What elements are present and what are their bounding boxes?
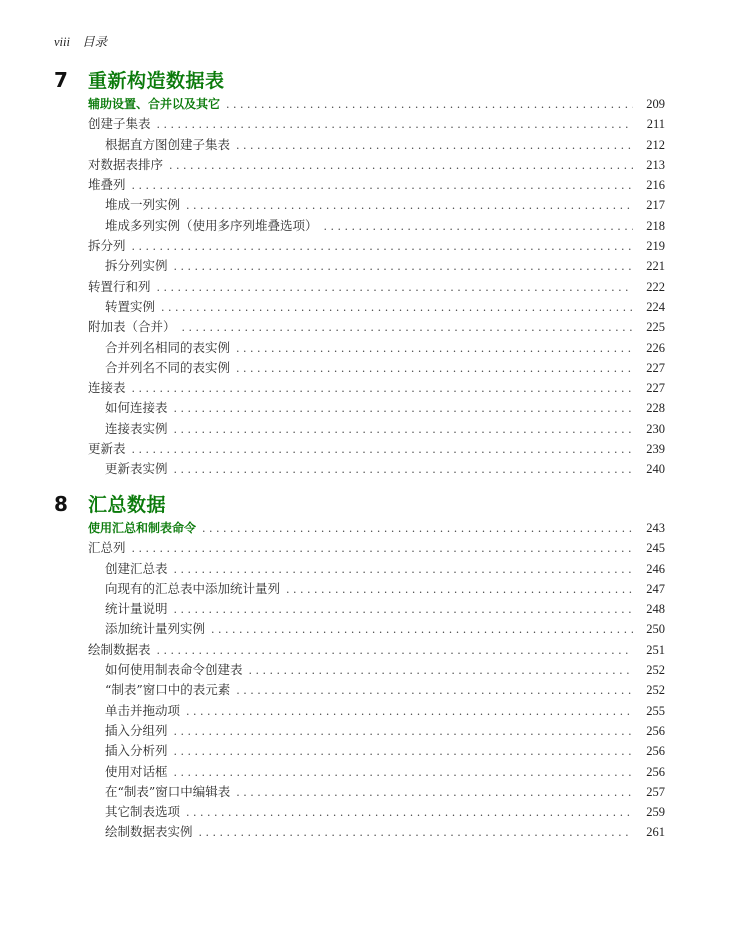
chapter-title[interactable]: 重新构造数据表: [88, 70, 225, 92]
dot-leader: [174, 763, 633, 783]
dot-leader: [161, 298, 633, 318]
running-head-title: 目录: [82, 35, 108, 49]
toc-page-number: 217: [646, 198, 665, 213]
toc-entry-title: “制表”窗口中的表元素: [105, 682, 231, 698]
toc-entry-title: 添加统计量列实例: [105, 621, 206, 637]
toc-subentry[interactable]: [54, 741, 665, 761]
dot-leader: [202, 519, 633, 539]
dot-leader: [236, 681, 633, 701]
toc-page-number: 227: [646, 381, 665, 396]
toc-page-number: 247: [646, 581, 665, 596]
dot-leader: [174, 460, 633, 480]
toc-subentry[interactable]: [54, 822, 665, 842]
toc-entry-title: 绘制数据表: [88, 641, 151, 657]
toc-subentry[interactable]: [54, 256, 665, 276]
toc-entry-title: 创建汇总表: [105, 560, 168, 576]
toc-subentry[interactable]: [54, 297, 665, 317]
dot-leader: [236, 339, 633, 359]
toc-page-number: 256: [646, 764, 665, 779]
toc-entry[interactable]: [54, 236, 665, 256]
dot-leader: [174, 742, 633, 762]
toc-entry-title: 如何使用制表命令创建表: [105, 662, 243, 678]
dot-leader: [174, 257, 633, 277]
dot-leader: [174, 600, 633, 620]
dot-leader: [174, 560, 633, 580]
toc-entry-title: 如何连接表: [105, 400, 168, 416]
toc-entry[interactable]: [54, 317, 665, 337]
toc-page-number: 240: [646, 462, 665, 477]
toc-subentry[interactable]: [54, 398, 665, 418]
toc-page-number: 224: [646, 299, 665, 314]
chapter-heading: [54, 490, 665, 516]
chapter-section: [54, 490, 665, 843]
chapter-title[interactable]: 汇总数据: [88, 494, 167, 516]
toc-page-number: 211: [646, 117, 665, 132]
toc-subentry[interactable]: [54, 762, 665, 782]
toc-page-number: 261: [646, 825, 665, 840]
dot-leader: [211, 620, 633, 640]
toc-page-number: 251: [646, 642, 665, 657]
toc-entry-title: 更新表: [88, 441, 126, 457]
toc-page-number: 213: [646, 157, 665, 172]
toc-subentry[interactable]: [54, 802, 665, 822]
toc-subentry[interactable]: [54, 419, 665, 439]
dot-leader: [236, 783, 633, 803]
toc-entry[interactable]: [54, 94, 665, 114]
toc-subentry[interactable]: [54, 216, 665, 236]
dot-leader: [236, 136, 633, 156]
dot-leader: [186, 196, 633, 216]
dot-leader: [132, 539, 633, 559]
toc-entry-title: 堆成多列实例（使用多序列堆叠选项）: [105, 217, 318, 233]
toc-entry-title: 合并列名相同的表实例: [105, 339, 231, 355]
toc-entry-title: 其它制表选项: [105, 804, 181, 820]
toc-entry-title: 创建子集表: [88, 116, 151, 132]
dot-leader: [286, 580, 633, 600]
toc-page-number: 216: [646, 178, 665, 193]
toc-entry[interactable]: [54, 155, 665, 175]
dot-leader: [226, 95, 633, 115]
dot-leader: [249, 661, 633, 681]
dot-leader: [132, 176, 633, 196]
toc-subentry[interactable]: [54, 579, 665, 599]
toc-subentry[interactable]: [54, 135, 665, 155]
dot-leader: [186, 803, 633, 823]
dot-leader: [186, 702, 633, 722]
chapter-heading: [54, 66, 665, 92]
toc-subentry[interactable]: [54, 459, 665, 479]
toc-entry-title: 绘制数据表实例: [105, 824, 193, 840]
toc-entry[interactable]: [54, 518, 665, 538]
dot-leader: [236, 359, 633, 379]
dot-leader: [174, 722, 633, 742]
toc-page-number: 250: [646, 622, 665, 637]
dot-leader: [157, 278, 633, 298]
toc-entry-title: 转置行和列: [88, 278, 151, 294]
toc-page-number: 255: [646, 703, 665, 718]
toc-page-number: 228: [646, 401, 665, 416]
dot-leader: [199, 823, 633, 843]
toc-page-number: 246: [646, 561, 665, 576]
toc-page-number: 252: [646, 663, 665, 678]
toc-page-number: 218: [646, 218, 665, 233]
toc-page-number: 243: [646, 521, 665, 535]
toc-subentry[interactable]: [54, 599, 665, 619]
toc-entry-list: [54, 94, 665, 480]
toc-entry-title: 拆分列: [88, 238, 126, 254]
toc-page-number: 227: [646, 360, 665, 375]
dot-leader: [182, 318, 633, 338]
toc-page-number: 256: [646, 723, 665, 738]
toc-page-number: 259: [646, 805, 665, 820]
toc-page-number: 219: [646, 239, 665, 254]
toc-entry-title: 向现有的汇总表中添加统计量列: [105, 580, 281, 596]
dot-leader: [174, 399, 633, 419]
toc-entry[interactable]: [54, 277, 665, 297]
dot-leader: [157, 641, 633, 661]
toc-page-number: 230: [646, 421, 665, 436]
toc-page-number: 245: [646, 541, 665, 556]
toc-entry-title: 连接表实例: [105, 420, 168, 436]
toc-page-number: 252: [646, 683, 665, 698]
toc-subentry[interactable]: [54, 782, 665, 802]
toc-entry[interactable]: [54, 175, 665, 195]
toc-subentry[interactable]: [54, 721, 665, 741]
toc-page-number: 222: [646, 279, 665, 294]
toc-subentry[interactable]: [54, 701, 665, 721]
chapter-section: [54, 66, 665, 480]
toc-page-number: 221: [646, 259, 665, 274]
toc-entry-title: 使用对话框: [105, 763, 168, 779]
page-header: [54, 32, 107, 50]
toc-entry[interactable]: [54, 439, 665, 459]
toc-page-number: 225: [646, 320, 665, 335]
toc-subentry[interactable]: [54, 619, 665, 639]
toc-entry[interactable]: [54, 538, 665, 558]
dot-leader: [132, 440, 633, 460]
toc-subentry[interactable]: [54, 559, 665, 579]
toc-entry-title: 插入分组列: [105, 722, 168, 738]
toc-entry-title: 拆分列实例: [105, 258, 168, 274]
toc-page-number: 248: [646, 602, 665, 617]
toc-subentry[interactable]: [54, 358, 665, 378]
toc-entry-list: [54, 518, 665, 843]
toc-entry-title: 对数据表排序: [88, 156, 164, 172]
dot-leader: [132, 237, 633, 257]
toc-entry-title: 单击并拖动项: [105, 702, 181, 718]
chapter-number: 8: [54, 492, 68, 516]
toc-page-number: 256: [646, 744, 665, 759]
chapter-number: 7: [54, 68, 68, 92]
toc-entry-title: 堆叠列: [88, 177, 126, 193]
toc-subentry[interactable]: [54, 195, 665, 215]
dot-leader: [169, 156, 633, 176]
page-number: viii: [54, 35, 70, 49]
toc-page-number: 226: [646, 340, 665, 355]
toc-entry[interactable]: [54, 378, 665, 398]
toc-entry-title: 附加表（合并）: [88, 319, 176, 335]
toc-entry-title: 使用汇总和制表命令: [88, 521, 197, 535]
toc-entry[interactable]: [54, 640, 665, 660]
toc-entry-title: 辅助设置、合并以及其它: [88, 97, 221, 111]
toc-subentry[interactable]: [54, 680, 665, 700]
toc-entry[interactable]: [54, 114, 665, 134]
dot-leader: [132, 379, 633, 399]
dot-leader: [174, 420, 633, 440]
toc-page-number: 212: [646, 137, 665, 152]
toc-entry-title: 连接表: [88, 380, 126, 396]
dot-leader: [157, 115, 633, 135]
toc-subentry[interactable]: [54, 338, 665, 358]
toc-entry-title: 根据直方图创建子集表: [105, 136, 231, 152]
toc-entry-title: 在“制表”窗口中编辑表: [105, 783, 231, 799]
toc-entry-title: 合并列名不同的表实例: [105, 359, 231, 375]
toc-page-number: 209: [646, 97, 665, 111]
toc-entry-title: 更新表实例: [105, 461, 168, 477]
toc-entry-title: 堆成一列实例: [105, 197, 181, 213]
toc-entry-title: 转置实例: [105, 298, 156, 314]
toc-page-number: 257: [646, 784, 665, 799]
toc-entry-title: 汇总列: [88, 540, 126, 556]
toc-entry-title: 插入分析列: [105, 743, 168, 759]
toc-subentry[interactable]: [54, 660, 665, 680]
toc-page-number: 239: [646, 442, 665, 457]
dot-leader: [324, 217, 633, 237]
toc-entry-title: 统计量说明: [105, 601, 168, 617]
